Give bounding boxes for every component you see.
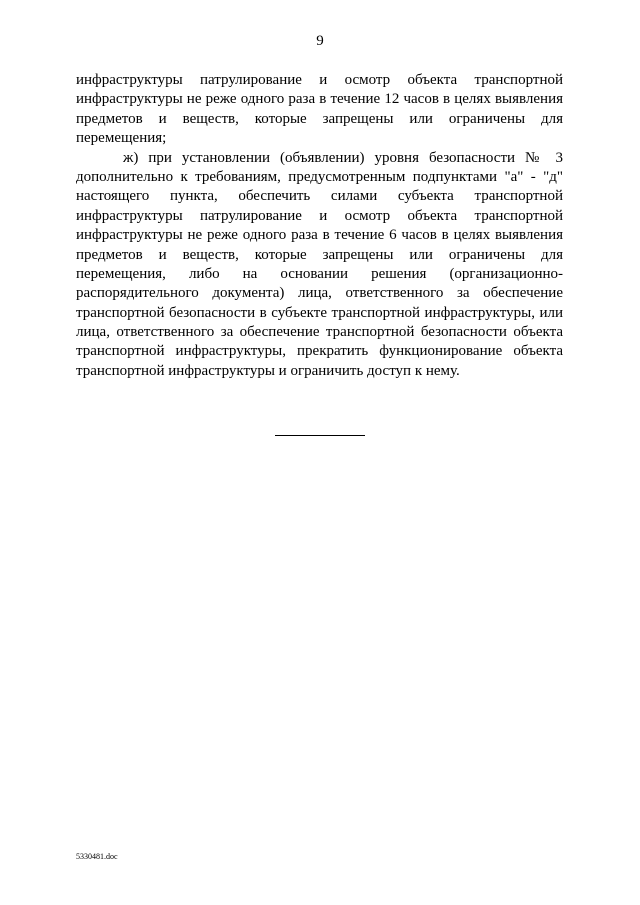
document-body <box>76 71 563 381</box>
text-line: лица, ответственного за обеспечение транспортной безопасности объекта <box>76 324 563 341</box>
text-line: инфраструктуры патрулирование и осмотр объекта транспортной <box>76 207 563 224</box>
text-line: транспортной инфраструктуры, прекратить функционирование объекта <box>76 343 563 360</box>
text-line: предметов и веществ, которые запрещены или ограничены для <box>76 246 563 263</box>
text-line: перемещения; <box>76 130 167 147</box>
text-line: дополнительно к требованиям, предусмотренным подпунктами "а" - "д" <box>76 168 563 185</box>
paragraph-1 <box>76 71 563 149</box>
text-line: распорядительного документа) лица, ответственного за обеспечение <box>76 285 563 302</box>
page-number: 9 <box>316 33 324 49</box>
text-line: транспортной инфраструктуры и ограничить доступ к нему. <box>76 362 460 379</box>
text-line: перемещения, либо на основании решения (организационно- <box>76 265 563 282</box>
text-line: предметов и веществ, которые запрещены или ограничены для <box>76 110 563 127</box>
text-line: транспортной безопасности в субъекте транспортной инфраструктуры, или <box>76 304 563 321</box>
paragraph-2 <box>76 149 563 382</box>
text-line: инфраструктуры не реже одного раза в течение 12 часов в целях выявления <box>76 91 563 108</box>
text-line: инфраструктуры не реже одного раза в течение 6 часов в целях выявления <box>76 227 563 244</box>
text-line: настоящего пункта, обеспечить силами субъекта транспортной <box>76 188 563 205</box>
text-line: инфраструктуры патрулирование и осмотр объекта транспортной <box>76 72 563 88</box>
section-divider <box>275 435 365 436</box>
document-id: 5330481.doc <box>76 852 118 861</box>
text-line: ж) при установлении (объявлении) уровня безопасности № 3 <box>123 149 563 166</box>
